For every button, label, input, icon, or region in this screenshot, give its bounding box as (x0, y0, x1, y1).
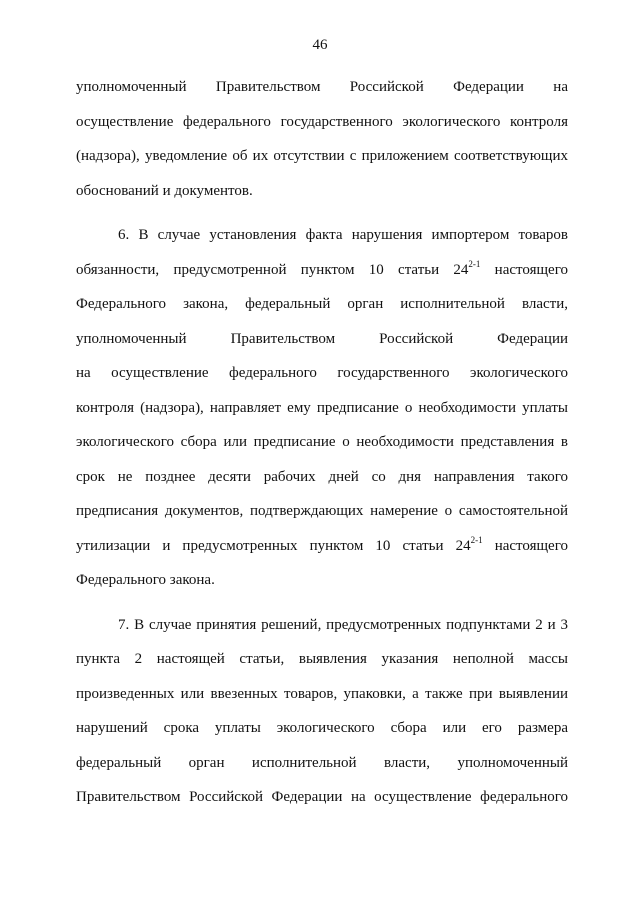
superscript: 2-1 (470, 534, 483, 545)
superscript: 2-1 (468, 258, 481, 269)
text-line: федеральный орган исполнительной власти, уполномоченный (76, 754, 568, 771)
text-line: Федерального закона. (76, 572, 215, 588)
text-line: уполномоченный Правительством Российской Федерации на (76, 79, 568, 95)
text-segment: настоящего (482, 537, 568, 554)
text-line: нарушений срока уплаты экологического сбора или его размера (76, 720, 568, 736)
text-line: уполномоченный Правительством Российской Федерации (76, 330, 568, 347)
page-number: 46 (312, 37, 328, 53)
paragraph-7 (76, 608, 568, 815)
text-segment: настоящего (480, 261, 568, 278)
text-line: предписания документов, подтверждающих намерение о самостоятельной (76, 503, 568, 519)
text-line: на осуществление федерального государственного экологического (76, 365, 568, 381)
text-line (76, 253, 568, 288)
text-line: пункта 2 настоящей статьи, выявления указания неполной массы (76, 651, 568, 667)
text-line: 6. В случае установления факта нарушения импортером товаров (118, 227, 568, 243)
text-segment: утилизации и предусмотренных пунктом 10 статьи 24 (76, 537, 471, 554)
text-line: произведенных или ввезенных товаров, упаковки, а также при выявлении (76, 685, 568, 702)
text-line: контроля (надзора), направляет ему предписание о необходимости уплаты (76, 399, 568, 416)
paragraph-continuation (76, 70, 568, 208)
paragraph-6 (76, 218, 568, 598)
text-line: экологического сбора или предписание о необходимости представления в (76, 434, 568, 450)
text-line: осуществление федерального государственного экологического контроля (76, 113, 568, 130)
text-line (76, 529, 568, 564)
document-body (76, 70, 568, 825)
text-line: (надзора), уведомление об их отсутствии с приложением соответствующих (76, 148, 568, 164)
text-line: Федерального закона, федеральный орган исполнительной власти, (76, 296, 568, 312)
text-line: 7. В случае принятия решений, предусмотренных подпунктами 2 и 3 (118, 616, 568, 633)
text-segment: обязанности, предусмотренной пунктом 10 статьи 24 (76, 261, 469, 278)
text-line: Правительством Российской Федерации на осуществление федерального (76, 789, 568, 805)
text-line: срок не позднее десяти рабочих дней со дня направления такого (76, 468, 568, 485)
text-line: обоснований и документов. (76, 182, 253, 199)
